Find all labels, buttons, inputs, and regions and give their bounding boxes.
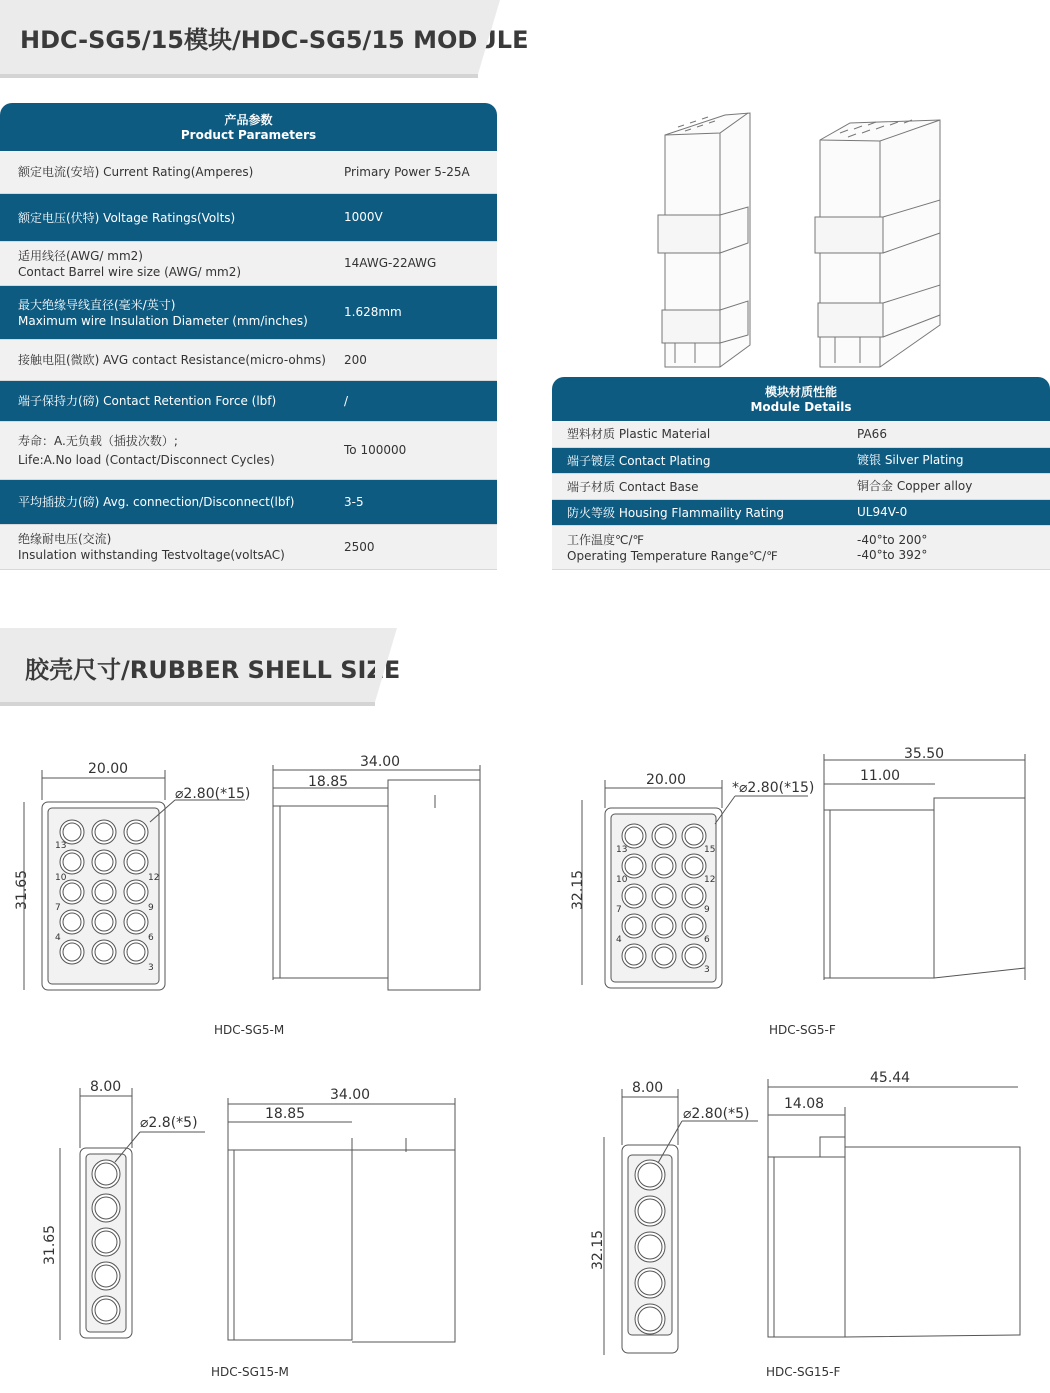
hole-spec: ⌀2.80(*5)	[683, 1106, 750, 1122]
pin-hole	[92, 910, 116, 934]
detail-row	[552, 448, 1050, 474]
param-row	[0, 525, 497, 570]
side-outline	[768, 1157, 845, 1337]
param-key: 端子保持力(磅) Contact Retention Force (lbf)	[18, 394, 277, 408]
pin-hole	[635, 1160, 665, 1190]
side-outline	[273, 806, 388, 978]
drawing-hdc-sg15-m	[0, 1070, 520, 1370]
product-parameters-title-cn: 产品参数	[224, 113, 273, 127]
detail-row	[552, 421, 1050, 448]
pin-number: 10	[616, 875, 628, 885]
pin-number: 7	[616, 905, 622, 915]
detail-value: 铜合金 Copper alloy	[857, 479, 973, 493]
shell-size-banner	[0, 628, 401, 702]
detail-row	[552, 526, 1050, 570]
detail-key: 端子镀层 Contact Plating	[567, 453, 711, 468]
pin-number: 12	[148, 873, 160, 883]
pin-number: 4	[55, 933, 61, 943]
detail-key-line2: Operating Temperature Range℃/℉	[567, 548, 778, 563]
pin-number: 13	[616, 845, 628, 855]
module-title: HDC-SG5/15模块/HDC-SG5/15 MODULE	[20, 26, 529, 54]
param-key-line1: 寿命：A.无负载（插拔次数）;	[18, 433, 178, 448]
dim-depth-partial: 11.00	[860, 768, 901, 784]
pin-hole	[92, 1160, 120, 1188]
param-key-line2: Life:A.No load (Contact/Disconnect Cycles)	[18, 452, 275, 467]
param-key	[18, 432, 275, 470]
pin-number: 6	[704, 935, 710, 945]
param-value: 2500	[344, 539, 375, 554]
pin-hole	[682, 824, 706, 848]
pin-number: 3	[704, 965, 710, 975]
pin-number: 4	[616, 935, 622, 945]
pin-hole	[682, 854, 706, 878]
product-parameters-header	[0, 103, 497, 151]
pin-number: 15	[704, 845, 716, 855]
param-key-line2: Insulation withstanding Testvoltage(voltsAC)	[18, 548, 285, 562]
detail-key: 塑料材质 Plastic Material	[567, 427, 711, 441]
dim-height: 31.65	[42, 1224, 58, 1265]
dim-height: 32.15	[590, 1229, 606, 1270]
pin-hole	[124, 820, 148, 844]
caption-hdc-sg15-f: HDC-SG15-F	[766, 1365, 841, 1379]
detail-value	[857, 533, 927, 563]
param-key: 接触电阻(微欧) AVG contact Resistance(micro-ohms)	[18, 353, 326, 367]
module-details-title-cn: 模块材质性能	[764, 385, 837, 399]
pin-hole	[622, 914, 646, 938]
pin-hole	[635, 1304, 665, 1334]
detail-row	[552, 500, 1050, 526]
detail-value: PA66	[857, 426, 887, 441]
pin-hole	[682, 914, 706, 938]
param-key	[18, 531, 285, 563]
detail-key	[567, 532, 778, 564]
param-key	[18, 248, 241, 280]
dim-depth-partial: 18.85	[308, 774, 349, 790]
dim-depth: 34.00	[330, 1087, 371, 1103]
pin-hole	[92, 1194, 120, 1222]
module-details-title-en: Module Details	[750, 400, 852, 414]
param-value: /	[344, 393, 349, 408]
param-key: 额定电压(伏特) Voltage Ratings(Volts)	[18, 210, 236, 225]
pin-hole	[635, 1196, 665, 1226]
pin-grid-f	[622, 824, 706, 968]
pin-number: 3	[148, 963, 154, 973]
module-3d-m	[658, 113, 750, 367]
detail-value-line1: -40°to 200°	[857, 532, 928, 547]
dim-width: 8.00	[632, 1080, 664, 1096]
caption-hdc-sg5-m: HDC-SG5-M	[214, 1023, 285, 1037]
param-key-line1: 绝缘耐电压(交流)	[18, 532, 112, 546]
dim-height: 32.15	[570, 869, 586, 910]
dim-width: 20.00	[88, 761, 129, 777]
detail-key: 防火等级 Housing Flammaility Rating	[567, 505, 785, 520]
pin-hole	[682, 944, 706, 968]
module-3d-illustration	[640, 105, 960, 370]
detail-value-line2: -40°to 392°	[857, 547, 928, 562]
pin-hole	[652, 854, 676, 878]
dim-depth: 45.44	[870, 1070, 911, 1086]
param-row	[0, 422, 497, 480]
param-row	[0, 151, 497, 194]
pin-hole	[60, 910, 84, 934]
param-value: 1.628mm	[344, 305, 402, 319]
product-parameters-title-en: Product Parameters	[180, 128, 317, 142]
pin-hole	[124, 910, 148, 934]
pin-hole	[92, 1262, 120, 1290]
pin-hole	[622, 884, 646, 908]
caption-hdc-sg15-m: HDC-SG15-M	[211, 1365, 289, 1379]
param-key-line2: Maximum wire Insulation Diameter (mm/inches)	[18, 313, 308, 328]
pin-hole	[124, 880, 148, 904]
pin-hole	[92, 940, 116, 964]
module-details-header	[552, 377, 1050, 421]
pin-number: 12	[704, 875, 716, 885]
shell-size-title: 胶壳尺寸/RUBBER SHELL SIZE	[25, 656, 401, 684]
pin-column	[92, 1160, 120, 1324]
param-row	[0, 286, 497, 340]
param-key-line1: 适用线径(AWG/ mm2)	[18, 248, 143, 263]
pin-hole	[92, 1296, 120, 1324]
param-value: 3-5	[344, 494, 364, 509]
pin-number: 6	[148, 933, 154, 943]
param-value: 14AWG-22AWG	[344, 256, 437, 270]
pin-hole	[92, 820, 116, 844]
pin-hole	[60, 880, 84, 904]
pin-number: 13	[55, 841, 67, 851]
param-row	[0, 480, 497, 525]
dim-depth: 35.50	[904, 746, 945, 762]
param-row	[0, 194, 497, 242]
param-key: 额定电流(安培) Current Rating(Amperes)	[18, 165, 254, 179]
side-outline	[228, 1150, 352, 1340]
pin-hole	[652, 944, 676, 968]
pin-number: 10	[55, 873, 67, 883]
pin-number: 9	[704, 905, 710, 915]
param-key-line1: 最大绝缘导线直径(毫米/英寸)	[18, 297, 176, 312]
pin-hole	[124, 940, 148, 964]
side-outline	[824, 810, 934, 978]
hole-spec: ⌀2.80(*15)	[175, 786, 251, 802]
pin-grid	[60, 820, 148, 964]
module-3d-f	[815, 120, 940, 367]
hole-spec: ⌀2.8(*5)	[140, 1115, 198, 1131]
dim-depth: 34.00	[360, 754, 401, 770]
pin-hole	[652, 884, 676, 908]
dim-width: 8.00	[90, 1079, 122, 1095]
dim-depth-partial: 14.08	[784, 1096, 825, 1112]
pin-hole	[92, 880, 116, 904]
detail-key-line1: 工作温度℃/℉	[567, 532, 644, 547]
detail-key: 端子材质 Contact Base	[567, 479, 699, 494]
detail-value: UL94V-0	[857, 505, 908, 519]
pin-hole	[635, 1232, 665, 1262]
pin-hole	[652, 914, 676, 938]
pin-hole	[652, 824, 676, 848]
pin-hole	[60, 850, 84, 874]
param-value: To 100000	[344, 443, 407, 457]
pin-column-f	[635, 1160, 665, 1334]
drawing-hdc-sg5-m	[0, 740, 520, 1040]
detail-value: 镀银 Silver Plating	[857, 453, 964, 467]
dim-height: 31.65	[14, 869, 30, 910]
product-parameters-table	[0, 103, 497, 570]
param-key-line2: Contact Barrel wire size (AWG/ mm2)	[18, 264, 242, 279]
pin-number: 7	[55, 903, 61, 913]
param-key: 平均插拔力(磅) Avg. connection/Disconnect(lbf)	[18, 495, 295, 509]
module-banner	[0, 0, 529, 74]
param-row	[0, 381, 497, 422]
pin-hole	[60, 940, 84, 964]
param-value: Primary Power 5-25A	[344, 164, 470, 179]
param-value: 1000V	[344, 210, 383, 224]
param-row	[0, 242, 497, 286]
hole-spec: *⌀2.80(*15)	[732, 780, 815, 796]
pin-hole	[92, 1228, 120, 1256]
param-value: 200	[344, 352, 367, 367]
dim-width: 20.00	[646, 772, 687, 788]
module-details-table	[552, 377, 1050, 570]
pin-number: 9	[148, 903, 154, 913]
pin-hole	[124, 850, 148, 874]
pin-hole	[682, 884, 706, 908]
param-key	[18, 297, 308, 329]
pin-hole	[92, 850, 116, 874]
detail-row	[552, 474, 1050, 500]
param-row	[0, 340, 497, 381]
pin-hole	[635, 1268, 665, 1298]
drawing-hdc-sg15-f	[560, 1065, 1050, 1365]
caption-hdc-sg5-f: HDC-SG5-F	[769, 1023, 836, 1037]
dim-depth-partial: 18.85	[265, 1106, 306, 1122]
pin-hole	[622, 944, 646, 968]
drawing-hdc-sg5-f	[560, 740, 1050, 1040]
